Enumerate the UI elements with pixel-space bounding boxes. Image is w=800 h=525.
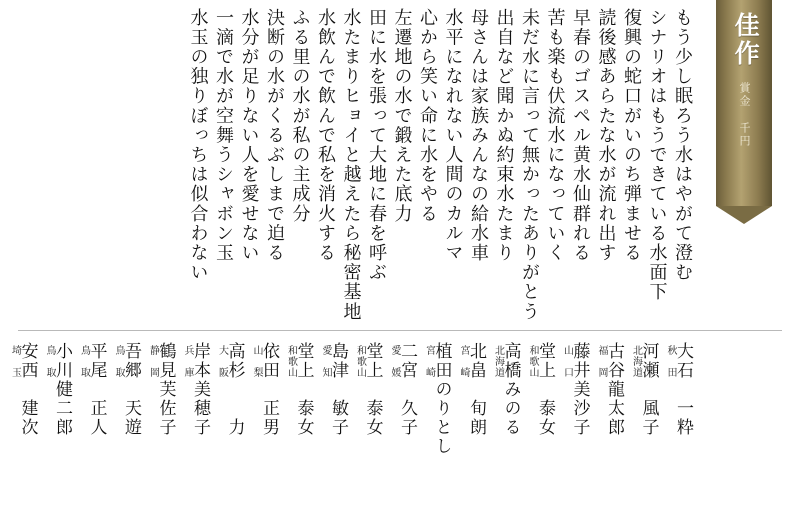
author-prefecture: 埼 玉: [9, 345, 21, 378]
author-prefecture: 秋 田: [665, 345, 676, 378]
poem-line: シナリオはもうできている水面下: [647, 8, 668, 302]
poem-line: 決断の水がくるぶしまで迫る: [265, 8, 285, 263]
poem-line: 早春のゴスペル黄水仙群れる: [571, 8, 591, 263]
author-entry: [286, 342, 313, 506]
poem-line: 水飲んで飲んで私を消火する: [316, 8, 336, 263]
award-prize: 賞金 千円: [738, 82, 750, 148]
author-entry: [665, 342, 692, 506]
author-entry: [631, 342, 658, 506]
author-name: 二宮 久子: [398, 342, 417, 437]
author-name: 堂上 泰女: [363, 342, 383, 437]
author-name: 吾郷 天遊: [122, 342, 141, 437]
author-name: 堂上 泰女: [536, 342, 555, 437]
author-prefecture: 山 梨: [251, 345, 262, 378]
poem-line: もう少し眠ろう水はやがて澄む: [673, 8, 693, 283]
author-entry: [182, 342, 209, 506]
author-prefecture: 鳥 取: [44, 345, 55, 378]
author-entry: [79, 342, 106, 506]
author-prefecture: 北海道: [630, 345, 642, 378]
award-title: 佳作: [731, 12, 759, 68]
poem-line: 水たまりヒョイと越えたら秘密基地: [341, 8, 362, 322]
author-entry: [355, 342, 382, 506]
author-name: 植田のりとし: [432, 342, 452, 456]
section-divider: [18, 330, 782, 331]
author-prefecture: 和歌山: [527, 345, 538, 378]
poem-line: ふる里の水が私の主成分: [290, 8, 311, 224]
author-prefecture: 和歌山: [354, 345, 366, 378]
poem-list: [18, 8, 692, 320]
author-name: 高杉 力: [225, 342, 245, 437]
author-prefecture: 鳥 取: [113, 345, 124, 378]
author-prefecture: 和歌山: [285, 345, 297, 378]
poem-line: 一滴で水が空舞うシャボン玉: [214, 8, 234, 263]
poem-line: 水玉の独りぼっちは似合わない: [188, 8, 209, 283]
author-name: 依田 正男: [260, 342, 279, 437]
author-entry: [113, 342, 140, 506]
author-name: 平尾 正人: [87, 342, 107, 437]
author-entry: [424, 342, 451, 506]
author-name: 鶴見芙佐子: [156, 342, 176, 437]
author-entry: [527, 342, 554, 506]
author-name: 藤井美沙子: [570, 342, 590, 437]
author-prefecture: 北海道: [492, 345, 504, 378]
author-entry: [562, 342, 589, 506]
author-name: 島津 敏子: [329, 342, 348, 437]
author-entry: [251, 342, 278, 506]
author-prefecture: 愛 媛: [389, 345, 400, 378]
author-prefecture: 鳥 取: [78, 345, 90, 378]
author-entry: [10, 342, 37, 506]
author-name: 北畠 旬朗: [467, 342, 486, 437]
author-prefecture: 兵 庫: [182, 345, 193, 378]
author-name: 高橋みのる: [501, 342, 521, 437]
author-entry: [596, 342, 623, 506]
poem-line: 出自など聞かぬ約束水たまり: [494, 8, 515, 263]
poem-line: 未だ水に言って無かったありがとう: [520, 8, 540, 322]
author-name: 堂上 泰女: [294, 342, 314, 437]
author-entry: [217, 342, 244, 506]
author-entry: [148, 342, 175, 506]
author-prefecture: 静 岡: [147, 345, 159, 378]
award-ribbon: [716, 0, 772, 206]
poem-line: 水平になれない人間のカルマ: [443, 8, 464, 263]
author-prefecture: 大 阪: [216, 345, 228, 378]
poem-line: 苦も楽も伏流水になっていく: [545, 8, 566, 263]
author-prefecture: 宮 崎: [458, 345, 469, 378]
poem-line: 田に水を張って大地に春を呼ぶ: [367, 8, 387, 283]
author-entry: [320, 342, 347, 506]
poem-line: 心から笑い命に水をやる: [418, 8, 438, 224]
author-entry: [493, 342, 520, 506]
author-name: 大石 一粋: [674, 342, 693, 437]
author-entry: [458, 342, 485, 506]
poem-line: 母さんは家族みんなの給水車: [469, 8, 489, 263]
author-name: 安西 建次: [18, 342, 38, 437]
poem-line: 読後感あらたな水が流れ出す: [596, 8, 617, 263]
poem-line: 復興の蛇口がいのち弾ませる: [622, 8, 642, 263]
author-prefecture: 福 岡: [596, 345, 607, 378]
author-name: 岸本美穂子: [191, 342, 210, 437]
author-prefecture: 愛 知: [320, 345, 331, 378]
author-name: 小川健二郎: [53, 342, 72, 437]
author-list: [9, 342, 693, 512]
poem-line: 水分が足りない人を愛せない: [239, 8, 260, 263]
author-entry: [389, 342, 416, 506]
author-name: 古谷龍太郎: [605, 342, 624, 437]
author-prefecture: 宮 崎: [423, 345, 435, 378]
author-prefecture: 山 口: [561, 345, 573, 378]
author-name: 河瀬 風子: [639, 342, 659, 437]
poem-line: 左遷地の水で鍛えた底力: [392, 8, 413, 224]
author-entry: [44, 342, 71, 506]
